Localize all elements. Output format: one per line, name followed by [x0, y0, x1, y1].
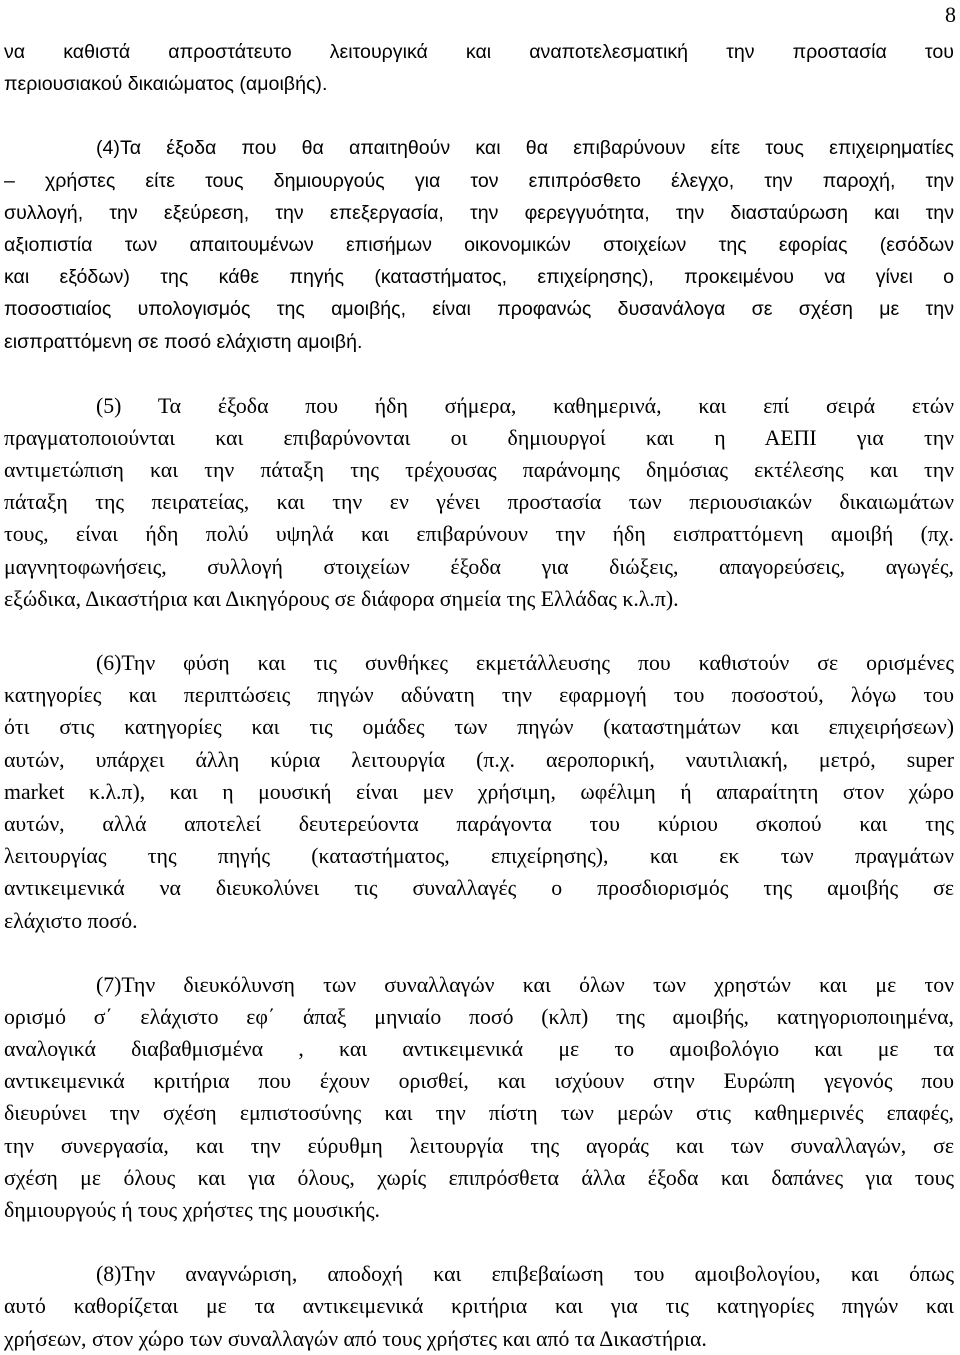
text-line: δημιουργούς ή τους χρήστες της μουσικής. — [4, 1198, 380, 1222]
text-line: – χρήστες είτε τους δημιουργούς για τον επιπρόσθετο έλεγχο, την παροχή, την — [4, 169, 954, 192]
text-line: (8)Την αναγνώριση, αποδοχή και επιβεβαίωση του αμοιβολογίου, και όπως — [96, 1262, 954, 1287]
text-line: διευρύνει την σχέση εμπιστοσύνης και την πίστη των μερών στις καθημερινές επαφές, — [4, 1101, 954, 1126]
text-line: αναλογικά διαβαθμισμένα , και αντικειμενικά με το αμοιβολόγιο και με τα — [4, 1037, 954, 1062]
text-line: αυτό καθορίζεται με τα αντικειμενικά κριτήρια και για τις κατηγορίες πηγών και — [4, 1294, 954, 1319]
text-line: (4)Τα έξοδα που θα απαιτηθούν και θα επιβαρύνουν είτε τους επιχειρηματίες — [96, 137, 954, 160]
text-line: εξώδικα, Δικαστήρια και Δικηγόρους σε διάφορα σημεία της Ελλάδας κ.λ.π). — [4, 586, 679, 611]
text-line: πραγματοποιούνται και επιβαρύνονται οι δημιουργοί και η ΑΕΠΙ για την — [4, 425, 954, 450]
text-line: την συνεργασία, και την εύρυθμη λειτουργία της αγοράς και των συναλλαγών, σε — [4, 1133, 954, 1158]
text-line: (7)Την διευκόλυνση των συναλλαγών και όλων των χρηστών και με τον — [96, 972, 954, 997]
text-line: ποσοστιαίος υπολογισμός της αμοιβής, είναι προφανώς δυσανάλογα σε σχέση με την — [4, 298, 954, 321]
text-line: να καθιστά απροστάτευτο λειτουργικά και αναποτελεσματική την προστασία του — [4, 41, 954, 63]
text-line: χρήσεων, στον χώρο των συναλλαγών από τους χρήστες και από τα Δικαστήρια. — [4, 1326, 707, 1351]
text-line: τους, είναι ήδη πολύ υψηλά και επιβαρύνουν την ήδη εισπραττόμενη αμοιβή (πχ. — [4, 522, 954, 547]
text-line: πάταξη της πειρατείας, και την εν γένει προστασία των περιουσιακών δικαιωμάτων — [4, 490, 954, 515]
page-number: 8 — [945, 2, 956, 27]
text-line: market κ.λ.π), και η μουσική είναι μεν χρήσιμη, ωφέλιμη ή απαραίτητη στον χώρο — [4, 779, 954, 804]
text-line: κατηγορίες και περιπτώσεις πηγών αδύνατη την εφαρμογή του ποσοστού, λόγω του — [4, 683, 954, 708]
text-line: σχέση με όλους και για όλους, χωρίς επιπρόσθετα άλλα έξοδα και δαπάνες για τους — [4, 1165, 954, 1190]
text-line: αντικειμενικά κριτήρια που έχουν ορισθεί, και ισχύουν στην Ευρώπη γεγονός που — [4, 1069, 954, 1094]
paragraph-7 — [4, 969, 954, 1227]
text-line: ορισμό σ΄ ελάχιστο εφ΄ άπαξ μηνιαίο ποσό (κλπ) της αμοιβής, κατηγοριοποιημένα, — [4, 1004, 954, 1029]
paragraph-6 — [4, 647, 954, 937]
paragraph-4 — [4, 132, 954, 357]
text-line: (5) Τα έξοδα που ήδη σήμερα, καθημερινά, και επί σειρά ετών — [96, 393, 954, 418]
text-line: συλλογή, την εξεύρεση, την επεξεργασία, την φερεγγυότητα, την διασταύρωση και την — [4, 201, 954, 224]
text-line: αντικειμενικά να διευκολύνει τις συναλλαγές ο προσδιορισμός της αμοιβής σε — [4, 876, 954, 901]
paragraph-5 — [4, 390, 954, 615]
text-line: ότι στις κατηγορίες και τις ομάδες των πηγών (καταστημάτων και επιχειρήσεων) — [4, 715, 954, 740]
text-line: αυτών, αλλά αποτελεί δευτερεύοντα παράγοντα του κύριου σκοπού και της — [4, 811, 954, 836]
text-line: μαγνητοφωνήσεις, συλλογή στοιχείων έξοδα για διώξεις, απαγορεύσεις, αγωγές, — [4, 554, 954, 579]
text-line: περιουσιακού δικαιώματος (αμοιβής). — [4, 73, 328, 96]
paragraph-8 — [4, 1258, 954, 1355]
text-line: αντιμετώπιση και την πάταξη της τρέχουσας παράνομης δημόσιας εκτέλεσης και την — [4, 458, 954, 483]
text-line: αξιοπιστία των απαιτουμένων επισήμων οικονομικών στοιχείων της εφορίας (εσόδων — [4, 233, 954, 256]
text-line: εισπραττόμενη σε ποσό ελάχιστη αμοιβή. — [4, 330, 363, 353]
document-body — [4, 36, 954, 1355]
text-line: ελάχιστο ποσό. — [4, 908, 138, 933]
paragraph-continuation — [4, 36, 954, 100]
text-line: αυτών, υπάρχει άλλη κύρια λειτουργία (π.χ. αεροπορική, ναυτιλιακή, μετρό, super — [4, 747, 954, 772]
text-line: λειτουργίας της πηγής (καταστήματος, επιχείρησης), και εκ των πραγμάτων — [4, 844, 954, 869]
text-line: και εξόδων) της κάθε πηγής (καταστήματος, επιχείρησης), προκειμένου να γίνει ο — [4, 266, 954, 289]
text-line: (6)Την φύση και τις συνθήκες εκμετάλλευσης που καθιστούν σε ορισμένες — [96, 651, 954, 675]
